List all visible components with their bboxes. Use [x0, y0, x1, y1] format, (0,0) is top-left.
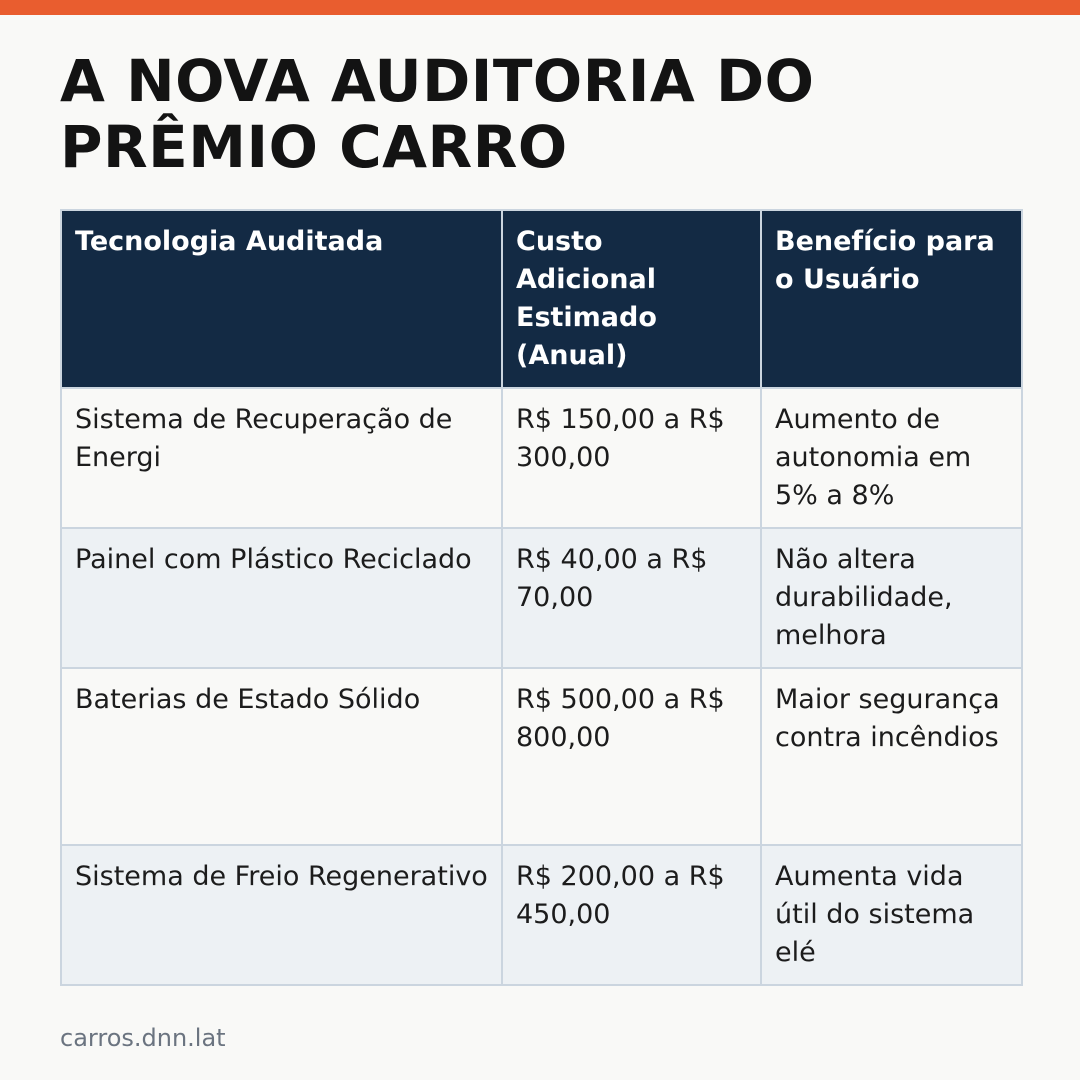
cost-cell: R$ 200,00 a R$ 450,00	[502, 845, 761, 985]
column-header-technology: Tecnologia Auditada	[61, 210, 502, 388]
table-header-row	[61, 210, 1022, 388]
table-row	[61, 668, 1022, 845]
page-title: A NOVA AUDITORIA DO PRÊMIO CARRO	[60, 47, 815, 181]
audit-table	[60, 209, 1023, 986]
technology-cell: Painel com Plástico Reciclado	[61, 528, 502, 668]
table-row	[61, 388, 1022, 528]
benefit-cell: Não altera durabilidade, melhora	[761, 528, 1022, 668]
column-header-cost: Custo Adicional Estimado (Anual)	[502, 210, 761, 388]
benefit-cell: Aumento de autonomia em 5% a 8%	[761, 388, 1022, 528]
cost-cell: R$ 150,00 a R$ 300,00	[502, 388, 761, 528]
site-url: carros.dnn.lat	[60, 1024, 226, 1052]
technology-cell: Sistema de Recuperação de Energi	[61, 388, 502, 528]
benefit-cell: Aumenta vida útil do sistema elé	[761, 845, 1022, 985]
technology-cell: Sistema de Freio Regenerativo	[61, 845, 502, 985]
table-row	[61, 528, 1022, 668]
accent-bar	[0, 0, 1080, 15]
column-header-benefit: Benefício para o Usuário	[761, 210, 1022, 388]
table-row	[61, 845, 1022, 985]
cost-cell: R$ 40,00 a R$ 70,00	[502, 528, 761, 668]
cost-cell: R$ 500,00 a R$ 800,00	[502, 668, 761, 845]
benefit-cell: Maior segurança contra incêndios	[761, 668, 1022, 845]
technology-cell: Baterias de Estado Sólido	[61, 668, 502, 845]
